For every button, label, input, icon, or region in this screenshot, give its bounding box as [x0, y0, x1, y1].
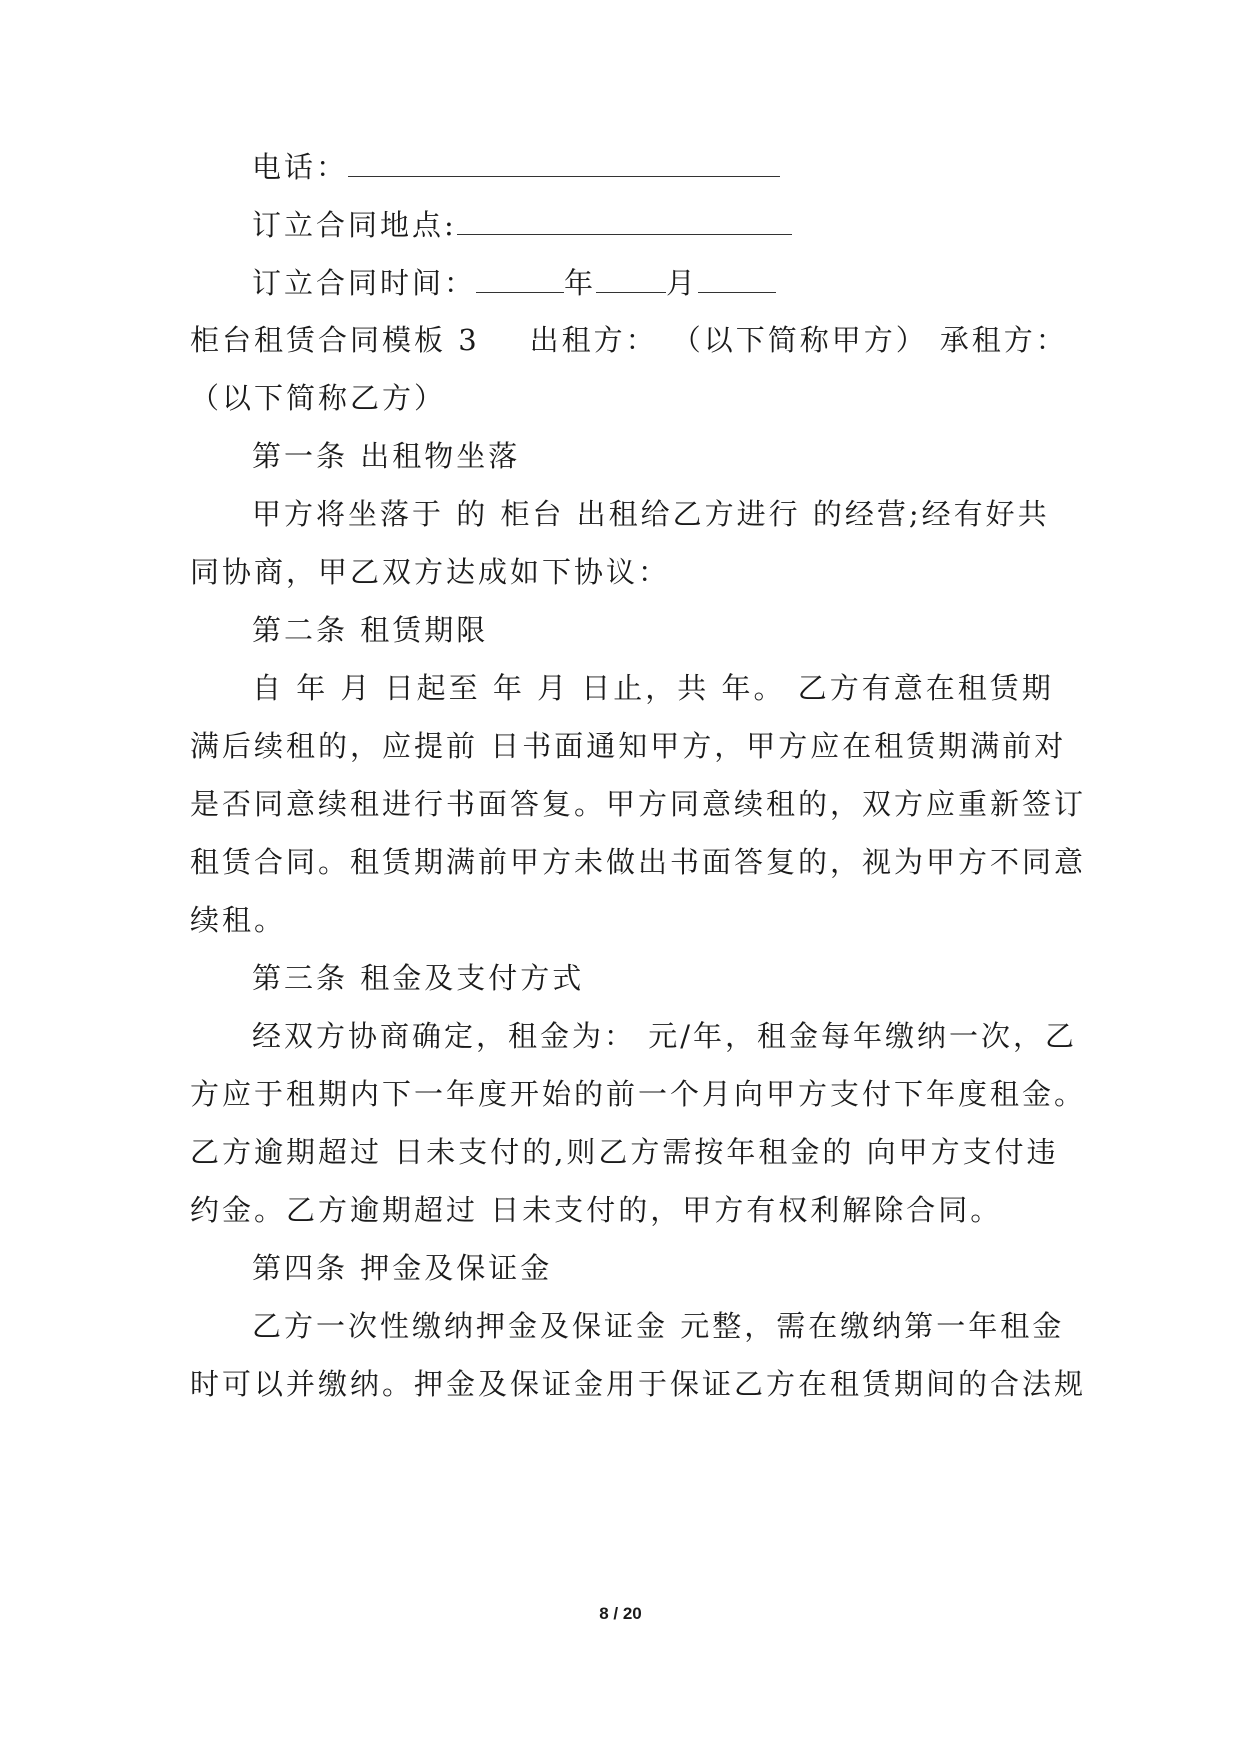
paragraph-line: 自 年 月 日起至 年 月 日止，共 年。 乙方有意在租赁期 [252, 671, 1054, 705]
paragraph-line: 租赁合同。租赁期满前甲方未做出书面答复的，视为甲方不同意 [190, 845, 1087, 879]
article-2-heading: 第二条 租赁期限 [252, 613, 489, 647]
year-blank [476, 262, 564, 293]
paragraph-line: 是否同意续租进行书面答复。甲方同意续租的，双方应重新签订 [190, 787, 1087, 821]
time-label: 订立合同时间： [252, 266, 477, 300]
paragraph-line: 乙方一次性缴纳押金及保证金 元整，需在缴纳第一年租金 [252, 1309, 1065, 1343]
month-label: 月 [666, 266, 699, 300]
phone-blank [348, 146, 780, 177]
lessor-note: （以下简称甲方） [671, 323, 928, 357]
paragraph-line: 约金。乙方逾期超过 日未支付的，甲方有权利解除合同。 [190, 1193, 1003, 1227]
phone-label: 电话： [252, 150, 349, 184]
page-number: 8 / 20 [599, 1604, 642, 1623]
lessee-label: 承租方： [939, 323, 1068, 357]
article-1-heading: 第一条 出租物坐落 [252, 439, 521, 473]
paragraph-line: 续租。 [190, 903, 287, 937]
article-3-heading: 第三条 租金及支付方式 [252, 961, 585, 995]
paragraph-line: 方应于租期内下一年度开始的前一个月向甲方支付下年度租金。 [190, 1077, 1087, 1111]
place-label: 订立合同地点: [252, 208, 457, 242]
month-blank [596, 262, 666, 293]
template-title: 柜台租赁合同模板 3 [190, 323, 480, 357]
template-title-line [190, 320, 1090, 360]
place-field-line [252, 204, 1132, 244]
time-field-line [252, 262, 1132, 302]
year-label: 年 [564, 266, 597, 300]
day-blank [698, 262, 776, 293]
phone-field-line [252, 146, 1132, 186]
article-4-heading: 第四条 押金及保证金 [252, 1251, 553, 1285]
paragraph-line: 满后续租的，应提前 日书面通知甲方，甲方应在租赁期满前对 [190, 729, 1067, 763]
paragraph-line: 同协商，甲乙双方达成如下协议： [190, 555, 671, 589]
place-blank [457, 204, 792, 235]
lessee-note: （以下简称乙方） [190, 381, 447, 415]
lessor-label: 出租方： [529, 323, 658, 357]
paragraph-line: 乙方逾期超过 日未支付的,则乙方需按年租金的 向甲方支付违 [190, 1135, 1059, 1169]
paragraph-line: 甲方将坐落于 的 柜台 出租给乙方进行 的经营;经有好共 [252, 497, 1050, 531]
paragraph-line: 经双方协商确定，租金为： 元/年，租金每年缴纳一次，乙 [252, 1019, 1077, 1053]
lessee-note-line [190, 378, 1070, 418]
paragraph-line: 时可以并缴纳。押金及保证金用于保证乙方在租赁期间的合法规 [190, 1367, 1087, 1401]
